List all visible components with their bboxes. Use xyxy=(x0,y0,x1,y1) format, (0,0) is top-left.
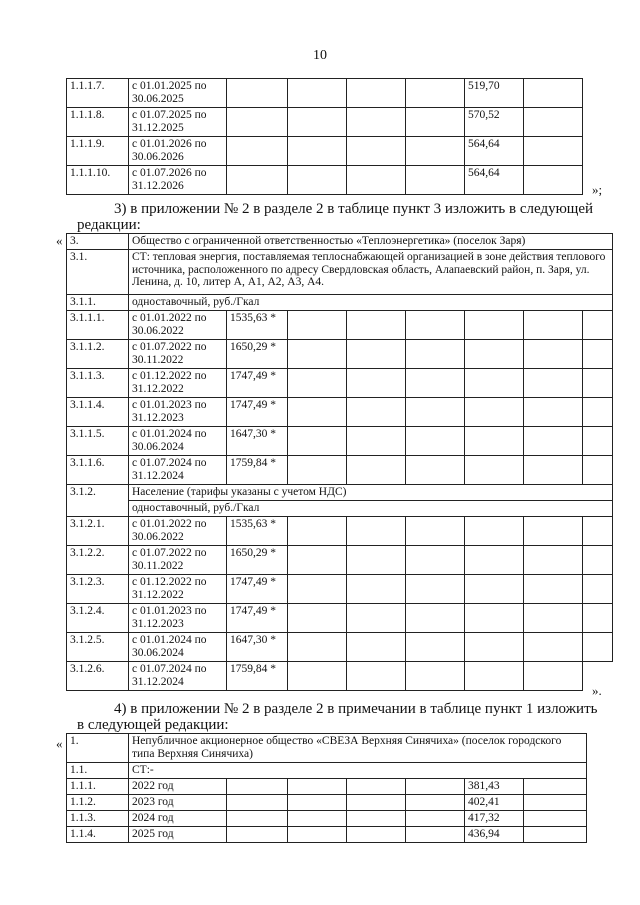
table-row xyxy=(67,311,613,340)
period-cell: с 01.07.2026 по 31.12.2026 xyxy=(129,166,227,195)
period-cell: с 01.07.2024 по 31.12.2024 xyxy=(129,456,227,485)
period-cell: с 01.07.2024 по 31.12.2024 xyxy=(129,662,227,691)
table-row xyxy=(67,398,613,427)
org-row xyxy=(67,734,587,763)
group-row xyxy=(67,295,613,311)
section-row xyxy=(67,763,587,779)
group-title: Население (тарифы указаны с учетом НДС) xyxy=(129,485,613,501)
row-number: 3.1.2. xyxy=(67,485,129,517)
row-number: 1.1.1.10. xyxy=(67,166,129,195)
period-cell: с 01.01.2022 по 30.06.2022 xyxy=(129,517,227,546)
period-cell: 2024 год xyxy=(129,811,227,827)
row-number: 3.1.1.3. xyxy=(67,369,129,398)
value-cell: 564,64 xyxy=(465,166,524,195)
paragraph-4-line2: в следующей редакции: xyxy=(77,717,229,733)
value-cell: 1647,30 * xyxy=(227,633,288,662)
section-row xyxy=(67,250,613,295)
organization-name: Непубличное акционерное общество «СВЕЗА Верхняя Синячиха» (поселок городского типа Верхняя Синячиха) xyxy=(129,734,587,763)
period-cell: с 01.07.2022 по 30.11.2022 xyxy=(129,546,227,575)
period-cell: с 01.01.2022 по 30.06.2022 xyxy=(129,311,227,340)
row-number: 3.1.2.3. xyxy=(67,575,129,604)
value-cell: 570,52 xyxy=(465,108,524,137)
tariff-table-item-3 xyxy=(66,233,613,691)
row-number: 3.1.1. xyxy=(67,295,129,311)
row-number: 3.1.1.2. xyxy=(67,340,129,369)
group-subtitle: одноставочный, руб./Гкал xyxy=(129,501,613,517)
period-cell: 2022 год xyxy=(129,779,227,795)
table-row xyxy=(67,575,613,604)
tariff-table-note-1 xyxy=(66,733,587,843)
value-cell: 1759,84 * xyxy=(227,456,288,485)
row-number: 3.1.2.1. xyxy=(67,517,129,546)
period-cell: с 01.01.2023 по 31.12.2023 xyxy=(129,604,227,633)
period-cell: с 01.01.2025 по 30.06.2025 xyxy=(129,79,227,108)
table-row xyxy=(67,779,587,795)
row-number: 3.1.2.6. xyxy=(67,662,129,691)
table-row xyxy=(67,369,613,398)
row-number: 3.1.2.2. xyxy=(67,546,129,575)
value-cell: 1747,49 * xyxy=(227,369,288,398)
table-row xyxy=(67,137,613,166)
table-row xyxy=(67,604,613,633)
row-number: 3.1.1.4. xyxy=(67,398,129,427)
row-number: 1.1.1. xyxy=(67,779,129,795)
paragraph-3-line2: редакции: xyxy=(77,217,141,233)
table-row xyxy=(67,546,613,575)
value-cell: 1535,63 * xyxy=(227,311,288,340)
value-cell: 564,64 xyxy=(465,137,524,166)
open-quote: « xyxy=(56,233,63,248)
row-number: 3.1.2.5. xyxy=(67,633,129,662)
table-row xyxy=(67,79,613,108)
table-row xyxy=(67,811,587,827)
group-row xyxy=(67,485,613,501)
table-row xyxy=(67,517,613,546)
value-cell: 417,32 xyxy=(465,811,524,827)
table-row xyxy=(67,662,613,691)
period-cell: с 01.12.2022 по 31.12.2022 xyxy=(129,575,227,604)
period-cell: 2023 год xyxy=(129,795,227,811)
section-description: СТ:- xyxy=(129,763,587,779)
table-row xyxy=(67,340,613,369)
table-row xyxy=(67,633,613,662)
value-cell: 1747,49 * xyxy=(227,604,288,633)
table-row xyxy=(67,827,587,843)
table-row xyxy=(67,427,613,456)
row-number: 3. xyxy=(67,234,129,250)
org-row xyxy=(67,234,613,250)
group-subtitle-row xyxy=(67,501,613,517)
row-number: 3.1.1.1. xyxy=(67,311,129,340)
paragraph-3-line1: 3) в приложении № 2 в разделе 2 в таблице пункт 3 изложить в следующей xyxy=(114,201,594,217)
value-cell: 381,43 xyxy=(465,779,524,795)
value-cell: 1647,30 * xyxy=(227,427,288,456)
row-number: 1. xyxy=(67,734,129,763)
value-cell: 519,70 xyxy=(465,79,524,108)
row-number: 3.1.1.5. xyxy=(67,427,129,456)
organization-name: Общество с ограниченной ответственностью «Теплоэнергетика» (поселок Заря) xyxy=(129,234,613,250)
value-cell: 1650,29 * xyxy=(227,546,288,575)
table-row xyxy=(67,795,587,811)
row-number: 3.1.1.6. xyxy=(67,456,129,485)
period-cell: с 01.07.2025 по 31.12.2025 xyxy=(129,108,227,137)
row-number: 1.1.1.8. xyxy=(67,108,129,137)
close-quote: »; xyxy=(592,182,603,197)
row-number: 1.1.1.7. xyxy=(67,79,129,108)
row-number: 1.1.4. xyxy=(67,827,129,843)
period-cell: 2025 год xyxy=(129,827,227,843)
row-number: 1.1.3. xyxy=(67,811,129,827)
period-cell: с 01.01.2023 по 31.12.2023 xyxy=(129,398,227,427)
tariff-table-continued xyxy=(66,78,613,195)
value-cell: 1650,29 * xyxy=(227,340,288,369)
value-cell: 1535,63 * xyxy=(227,517,288,546)
close-quote: ». xyxy=(592,683,602,698)
row-number: 1.1.2. xyxy=(67,795,129,811)
page-number: 10 xyxy=(313,48,327,63)
row-number: 3.1. xyxy=(67,250,129,295)
value-cell: 1747,49 * xyxy=(227,575,288,604)
section-description: СТ: тепловая энергия, поставляемая теплоснабжающей организацией в зоне действия теплового источника, расположенного по адресу Свердловская область, Алапаевский район, п. Заря, ул. Ленина, д. 10, литер А, А1, А2, А3, А4. xyxy=(129,250,613,295)
period-cell: с 01.07.2022 по 30.11.2022 xyxy=(129,340,227,369)
row-number: 1.1.1.9. xyxy=(67,137,129,166)
paragraph-4-line1: 4) в приложении № 2 в разделе 2 в примечании в таблице пункт 1 изложить xyxy=(114,701,598,717)
table-row xyxy=(67,108,613,137)
period-cell: с 01.01.2026 по 30.06.2026 xyxy=(129,137,227,166)
table-row xyxy=(67,166,613,195)
value-cell: 402,41 xyxy=(465,795,524,811)
group-title: одноставочный, руб./Гкал xyxy=(129,295,613,311)
period-cell: с 01.01.2024 по 30.06.2024 xyxy=(129,427,227,456)
value-cell: 1759,84 * xyxy=(227,662,288,691)
period-cell: с 01.01.2024 по 30.06.2024 xyxy=(129,633,227,662)
table-row xyxy=(67,456,613,485)
value-cell: 1747,49 * xyxy=(227,398,288,427)
value-cell: 436,94 xyxy=(465,827,524,843)
open-quote: « xyxy=(56,736,63,751)
row-number: 3.1.2.4. xyxy=(67,604,129,633)
period-cell: с 01.12.2022 по 31.12.2022 xyxy=(129,369,227,398)
row-number: 1.1. xyxy=(67,763,129,779)
